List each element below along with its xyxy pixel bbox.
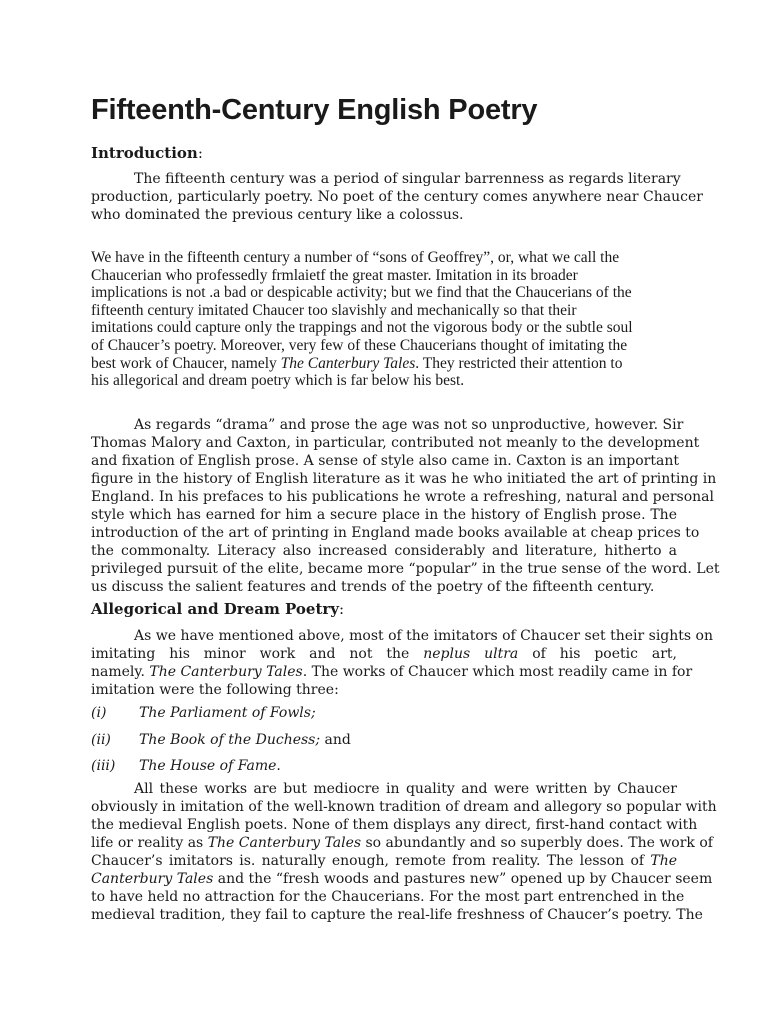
- latin-phrase: neplus ultra: [423, 646, 519, 662]
- paragraph-line: of Chaucer’s poetry. Moreover, very few of these Chaucerians thought of imitating the: [91, 336, 628, 354]
- list-tail: and: [320, 732, 351, 748]
- list-title: The House of Fame: [139, 758, 277, 774]
- list-title: The Parliament of Fowls;: [139, 705, 316, 721]
- text-run: . They restricted their attention to: [415, 354, 623, 372]
- paragraph-line: imitation were the following three:: [91, 682, 339, 698]
- paragraph-line: [91, 645, 677, 663]
- list-number: (iii): [91, 758, 116, 774]
- heading-colon: :: [339, 600, 345, 618]
- heading-text: Allegorical and Dream Poetry: [91, 600, 340, 618]
- paragraph-line: England. In his prefaces to his publications he wrote a refreshing, natural and personal: [91, 489, 715, 505]
- paragraph-line: [91, 870, 713, 888]
- paragraph-line: [91, 355, 677, 373]
- section-heading-allegorical: [91, 600, 677, 618]
- list-tail: .: [276, 758, 281, 774]
- paragraph-line: implications is not .a bad or despicable activity; but we find that the Chaucerians of the: [91, 284, 632, 302]
- heading-colon: :: [197, 144, 203, 162]
- paragraph-line: medieval tradition, they fail to capture the real-life freshness of Chaucer’s poetry. The: [91, 907, 703, 923]
- paragraph-line: [91, 663, 693, 681]
- paragraph-line: us discuss the salient features and trends of the poetry of the fifteenth century.: [91, 579, 655, 595]
- list-item: [91, 731, 351, 749]
- paragraph-line: to have held no attraction for the Chaucerians. For the most part entrenched in the: [91, 889, 685, 905]
- paragraph-line: figure in the history of English literature as it was he who initiated the art of printing in: [91, 471, 717, 487]
- book-title: Canterbury Tales: [91, 871, 214, 887]
- paragraph-line: Thomas Malory and Caxton, in particular, contributed not meanly to the development: [91, 435, 700, 451]
- text-run: imitating his minor work and not the: [91, 646, 424, 662]
- book-title: The: [650, 853, 677, 869]
- page-title: Fifteenth-Century English Poetry: [91, 94, 538, 126]
- paragraph-line: The fifteenth century was a period of singular barrenness as regards literary: [134, 171, 681, 187]
- text-run: and the “fresh woods and pastures new” opened up by Chaucer seem: [213, 871, 713, 887]
- paragraph-line: imitations could capture only the trappings and not the vigorous body or the subtle soul: [91, 319, 633, 337]
- paragraph-line: As regards “drama” and prose the age was not so unproductive, however. Sir: [134, 417, 684, 433]
- section-heading-introduction: [91, 144, 677, 162]
- paragraph-line: style which has earned for him a secure place in the history of English prose. The: [91, 507, 677, 523]
- paragraph-plain: [91, 249, 677, 390]
- paragraph-line: All these works are but mediocre in quality and were written by Chaucer: [134, 781, 677, 797]
- list-number: (i): [91, 705, 107, 721]
- list-item: [91, 704, 316, 722]
- book-title: The Canterbury Tales: [280, 354, 416, 372]
- paragraph-line: privileged pursuit of the elite, became more “popular” in the true sense of the word. Let: [91, 561, 720, 577]
- text-run: life or reality as: [91, 835, 208, 851]
- paragraph-line: As we have mentioned above, most of the imitators of Chaucer set their sights on: [134, 628, 713, 644]
- paragraph-line: introduction of the art of printing in England made books available at cheap prices to: [91, 525, 700, 541]
- paragraph-line: who dominated the previous century like a colossus.: [91, 207, 464, 223]
- book-title: The Canterbury Tales: [207, 835, 362, 851]
- paragraph-line: Chaucerian who professedly frmlaietf the great master. Imitation in its broader: [91, 266, 578, 284]
- text-run: best work of Chaucer, namely: [91, 354, 281, 372]
- book-title: The Canterbury Tales: [149, 664, 303, 680]
- paragraph-line: fifteenth century imitated Chaucer too slavishly and mechanically so that their: [91, 301, 577, 319]
- heading-text: Introduction: [91, 144, 198, 162]
- text-run: so abundantly and so superbly does. The work of: [361, 835, 713, 851]
- text-run: namely.: [91, 664, 150, 680]
- text-run: of his poetic art,: [518, 646, 678, 662]
- paragraph-line: his allegorical and dream poetry which is far below his best.: [91, 372, 465, 390]
- list-title: The Book of the Duchess;: [139, 732, 321, 748]
- text-run: . The works of Chaucer which most readily came in for: [302, 664, 693, 680]
- paragraph-line: We have in the fifteenth century a number of “sons of Geoffrey”, or, what we call the: [91, 249, 620, 266]
- list-item: [91, 757, 281, 775]
- paragraph-line: [91, 834, 713, 852]
- text-run: Chaucer’s imitators is. naturally enough, remote from reality. The lesson of: [91, 853, 651, 869]
- paragraph-line: the commonalty. Literacy also increased considerably and literature, hitherto a: [91, 543, 677, 559]
- paragraph-line: production, particularly poetry. No poet of the century comes anywhere near Chaucer: [91, 189, 703, 205]
- paragraph-line: obviously in imitation of the well-known tradition of dream and allegory so popular with: [91, 799, 717, 815]
- paragraph-line: and fixation of English prose. A sense of style also came in. Caxton is an important: [91, 453, 679, 469]
- paragraph-line: [91, 852, 677, 870]
- list-number: (ii): [91, 732, 111, 748]
- paragraph-line: the medieval English poets. None of them displays any direct, first-hand contact with: [91, 817, 698, 833]
